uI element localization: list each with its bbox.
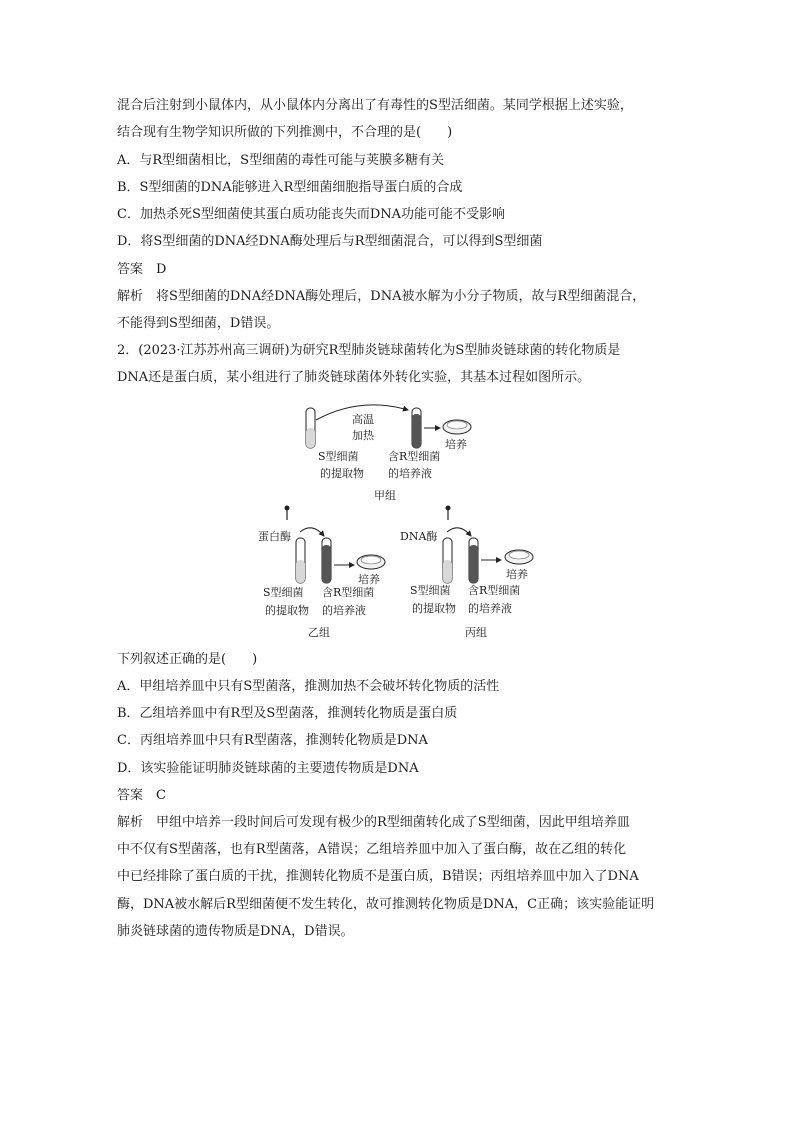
- q2-option-d: D．该实验能证明肺炎链球菌的主要遗传物质是DNA: [117, 761, 419, 776]
- yi-enzyme-label: 蛋白酶: [258, 530, 291, 543]
- q2-stem-line2: DNA还是蛋白质，某小组进行了肺炎链球菌体外转化实验，其基本过程如图所示。: [117, 370, 591, 385]
- q2-prompt: 下列叙述正确的是( ): [117, 652, 258, 667]
- q1-option-b: B．S型细菌的DNA能够进入R型细菌细胞指导蛋白质的合成: [117, 180, 463, 195]
- yi-culture-tube-label1: 含R型细菌: [322, 586, 375, 599]
- yi-culture-label: 培养: [358, 573, 380, 586]
- q2-analysis-line3: 中已经排除了蛋白质的干扰，推测转化物质不是蛋白质，B错误；丙组培养皿中加入了DNA: [117, 869, 639, 884]
- jia-culture-tube-label1: 含R型细菌: [388, 450, 441, 463]
- jia-extract-label1: S型细菌: [318, 450, 359, 463]
- bing-culture-label: 培养: [506, 568, 528, 581]
- jia-group-label: 甲组: [374, 489, 396, 502]
- q1-answer: 答案 D: [117, 262, 167, 277]
- yi-group-label: 乙组: [308, 626, 330, 639]
- q1-option-c: C．加热杀死S型细菌使其蛋白质功能丧失而DNA功能可能不受影响: [117, 207, 506, 222]
- q2-analysis-line5: 肺炎链球菌的遗传物质是DNA，D错误。: [117, 924, 354, 939]
- q2-answer: 答案 C: [117, 788, 166, 803]
- yi-extract-label2: 的提取物: [265, 604, 309, 617]
- q2-option-c: C．丙组培养皿中只有R型菌落，推测转化物质是DNA: [117, 733, 428, 748]
- q1-option-a: A．与R型细菌相比，S型细菌的毒性可能与荚膜多糖有关: [117, 153, 445, 168]
- q2-option-a: A．甲组培养皿中只有S型菌落，推测加热不会破坏转化物质的活性: [117, 679, 500, 694]
- bing-enzyme-label: DNA酶: [400, 530, 438, 543]
- bing-group-label: 丙组: [465, 626, 487, 639]
- bing-transfer-arrow: [447, 528, 471, 536]
- jia-treat-label2: 加热: [352, 429, 374, 442]
- bing-culture-tube-label2: 的培养液: [468, 602, 512, 615]
- yi-extract-label1: S型细菌: [263, 586, 304, 599]
- q1-analysis-line1: 解析 将S型细菌的DNA经DNA酶处理后，DNA被水解为小分子物质，故与R型细菌混合，: [117, 289, 646, 304]
- q1-option-d: D．将S型细菌的DNA经DNA酶处理后与R型细菌混合，可以得到S型细菌: [117, 234, 543, 249]
- jia-culture-tube-label2: 的培养液: [388, 467, 432, 480]
- q1-stem-line2: 结合现有生物学知识所做的下列推测中，不合理的是( ): [117, 125, 453, 140]
- group-yi-diagram: [285, 506, 386, 584]
- q2-stem-line1: 2．(2023·江苏苏州高三调研)为研究R型肺炎链球菌转化为S型肺炎链球菌的转化物质是: [117, 343, 621, 358]
- yi-transfer-arrow: [300, 528, 324, 536]
- q1-stem-line1: 混合后注射到小鼠体内，从小鼠体内分离出了有毒性的S型活细菌。某同学根据上述实验，: [117, 98, 633, 113]
- q2-option-b: B．乙组培养皿中有R型及S型菌落，推测转化物质是蛋白质: [117, 706, 458, 721]
- experiment-figure: [250, 400, 550, 650]
- bing-extract-label1: S型细菌: [410, 584, 451, 597]
- jia-culture-label: 培养: [445, 438, 467, 451]
- jia-extract-label2: 的提取物: [320, 467, 364, 480]
- yi-culture-tube-label2: 的培养液: [322, 604, 366, 617]
- q2-analysis-line2: 中不仅有S型菌落，也有R型菌落，A错误；乙组培养皿中加入了蛋白酶，故在乙组的转化: [117, 842, 627, 857]
- q2-analysis-line1: 解析 甲组中培养一段时间后可发现有极少的R型细菌转化成了S型细菌，因此甲组培养皿: [117, 815, 630, 830]
- q1-analysis-line2: 不能得到S型细菌，D错误。: [117, 316, 280, 331]
- bing-culture-tube-label1: 含R型细菌: [468, 584, 521, 597]
- jia-treat-label1: 高温: [352, 413, 374, 426]
- q2-analysis-line4: 酶，DNA被水解后R型细菌便不发生转化，故可推测转化物质是DNA，C正确；该实验能证明: [117, 897, 655, 912]
- bing-extract-label2: 的提取物: [412, 602, 456, 615]
